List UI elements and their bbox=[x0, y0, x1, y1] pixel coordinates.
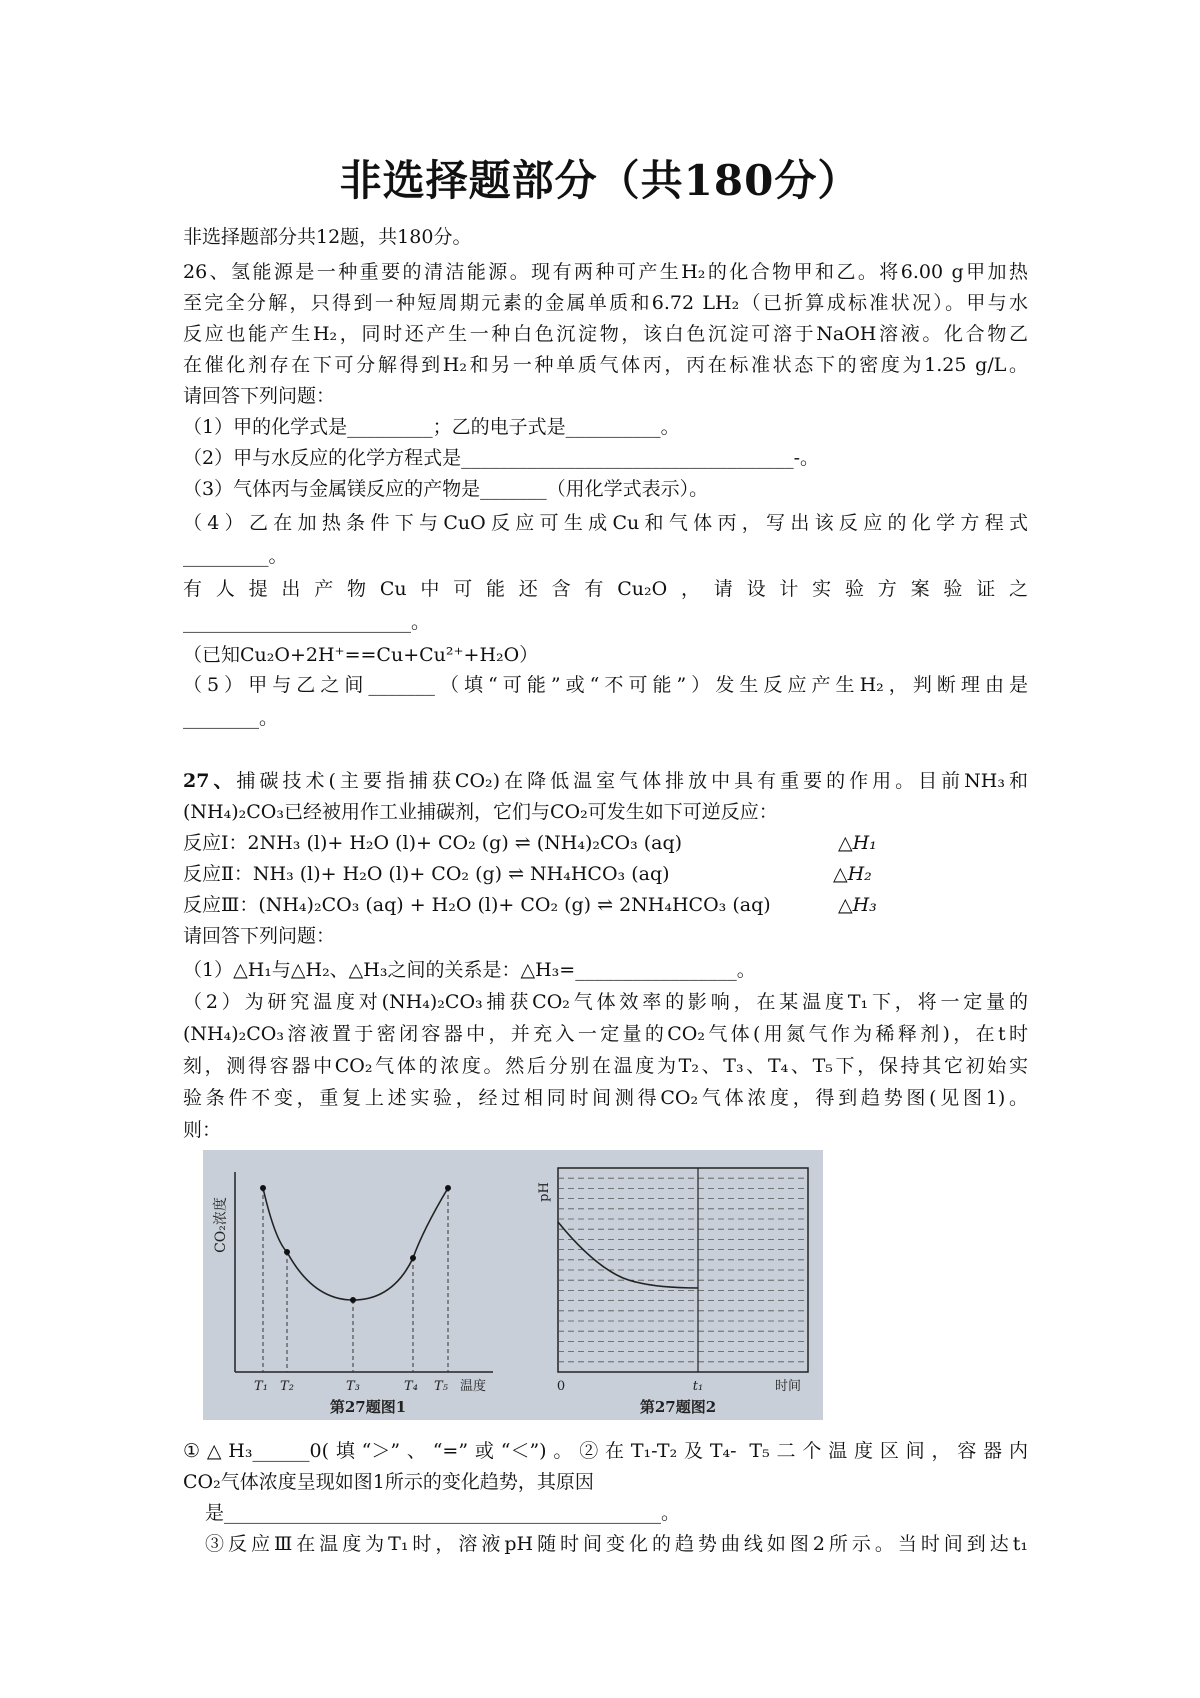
q26-line: _________。 bbox=[183, 545, 288, 567]
q26-line: ________________________。 bbox=[183, 611, 431, 633]
figures-svg bbox=[203, 1150, 823, 1420]
tick-label: 0 bbox=[556, 1379, 566, 1394]
concentration-curve bbox=[263, 1188, 448, 1300]
drop-lines bbox=[263, 1188, 448, 1372]
x-axis-label: 时间 bbox=[774, 1379, 802, 1394]
tick-label: T₂ bbox=[280, 1379, 294, 1394]
figure-2 bbox=[537, 1168, 808, 1416]
page-title: 非选择题部分（共180分） bbox=[339, 156, 861, 205]
q27-line: 是______________________________________________。 bbox=[205, 1502, 681, 1524]
reaction-equation: NH₃ (l)+ H₂O (l)+ CO₂ (g) ⇌ NH₄HCO₃ (aq) bbox=[252, 863, 670, 885]
q26-line: 反应也能产生H₂，同时还产生一种白色沉淀物，该白色沉淀可溶于NaOH溶液。化合物乙 bbox=[183, 323, 1028, 345]
q27-line: CO₂气体浓度呈现如图1所示的变化趋势，其原因 bbox=[183, 1471, 594, 1493]
reaction-enthalpy: △H₁ bbox=[838, 832, 877, 854]
q27-line bbox=[183, 766, 1028, 796]
q27-line: (NH₄)₂CO₃溶液置于密闭容器中，并充入一定量的CO₂气体(用氮气作为稀释剂)，在t时 bbox=[183, 1023, 1028, 1045]
tick-label: T₅ bbox=[434, 1379, 448, 1394]
q26-line: 请回答下列问题： bbox=[183, 385, 336, 407]
figures-panel bbox=[203, 1150, 823, 1420]
q27-line: 请回答下列问题： bbox=[183, 925, 336, 947]
reaction-label: 反应Ⅲ： bbox=[183, 894, 259, 916]
grid bbox=[558, 1178, 808, 1362]
q26-part-4: （4）乙在加热条件下与CuO反应可生成Cu和气体丙，写出该反应的化学方程式 bbox=[183, 512, 1028, 534]
tick-label: T₄ bbox=[404, 1379, 418, 1394]
q27-line: (NH₄)₂CO₃已经被用作工业捕碳剂，它们与CO₂可发生如下可逆反应： bbox=[183, 801, 778, 823]
q26-line: 有人提出产物Cu中可能还含有Cu₂O，请设计实验方案验证之 bbox=[183, 578, 1028, 600]
q27-line: 刻，测得容器中CO₂气体的浓度。然后分别在温度为T₂、T₃、T₄、T₅下，保持其它初始实 bbox=[183, 1055, 1028, 1077]
q27-subquestion: ③反应Ⅲ在温度为T₁时，溶液pH随时间变化的趋势曲线如图2所示。当时间到达t₁ bbox=[205, 1533, 1028, 1555]
reaction-1 bbox=[183, 828, 1028, 858]
data-points bbox=[260, 1185, 451, 1303]
q26-line: 在催化剂存在下可分解得到H₂和另一种单质气体丙，丙在标准状态下的密度为1.25 g/L。 bbox=[183, 354, 1028, 376]
q27-number: 27、 bbox=[183, 770, 237, 792]
reaction-3 bbox=[183, 890, 1028, 920]
figure-2-caption: 第27题图2 bbox=[639, 1398, 717, 1416]
q26-part-2: （2）甲与水反应的化学方程式是___________________________________-。 bbox=[183, 447, 820, 469]
figure-1 bbox=[212, 1172, 493, 1416]
q27-line: 则： bbox=[183, 1119, 222, 1141]
reaction-enthalpy: △H₃ bbox=[838, 894, 877, 916]
reaction-2 bbox=[183, 859, 1028, 889]
y-axis-label: pH bbox=[537, 1182, 552, 1202]
q27-text: 捕碳技术(主要指捕获CO₂)在降低温室气体排放中具有重要的作用。目前NH₃和 bbox=[236, 770, 1028, 792]
tick-label: T₃ bbox=[346, 1379, 360, 1394]
reaction-label: 反应Ⅰ： bbox=[183, 832, 248, 854]
reaction-equation: 2NH₃ (l)+ H₂O (l)+ CO₂ (g) ⇌ (NH₄)₂CO₃ (aq) bbox=[247, 832, 683, 854]
point-t1 bbox=[260, 1185, 266, 1191]
point-t4 bbox=[410, 1255, 416, 1261]
q26-part-5: （5）甲与乙之间_______（填“可能”或“不可能”）发生反应产生H₂，判断理由是 bbox=[183, 674, 1028, 696]
tick-label: T₁ bbox=[254, 1379, 268, 1394]
figure-1-caption: 第27题图1 bbox=[329, 1398, 407, 1416]
q26-line: ________。 bbox=[183, 707, 279, 729]
tick-label: t₁ bbox=[692, 1379, 704, 1394]
q26-line: 26、氢能源是一种重要的清洁能源。现有两种可产生H₂的化合物甲和乙。将6.00 g甲加热 bbox=[183, 261, 1028, 283]
point-t3 bbox=[350, 1297, 356, 1303]
q27-part-2: （2）为研究温度对(NH₄)₂CO₃捕获CO₂气体效率的影响，在某温度T₁下，将一定量的 bbox=[183, 991, 1028, 1013]
q26-part-3: （3）气体丙与金属镁反应的产物是_______（用化学式表示）。 bbox=[183, 478, 709, 500]
ph-curve bbox=[558, 1222, 698, 1288]
point-t5 bbox=[445, 1185, 451, 1191]
q27-line: 验条件不变，重复上述实验，经过相同时间测得CO₂气体浓度，得到趋势图(见图1)。 bbox=[183, 1087, 1028, 1109]
q27-part-1: （1）△H₁与△H₂、△H₃之间的关系是：△H₃=_________________。 bbox=[183, 959, 756, 981]
q26-part-1: （1）甲的化学式是_________；乙的电子式是__________。 bbox=[183, 416, 680, 438]
reaction-enthalpy: △H₂ bbox=[833, 863, 872, 885]
q27-subquestion: ①△H₃______0(填“＞”、“=”或“＜”)。②在T₁-T₂及T₄- T₅二个温度区间，容器内 bbox=[183, 1440, 1028, 1462]
reaction-equation: (NH₄)₂CO₃ (aq) + H₂O (l)+ CO₂ (g) ⇌ 2NH₄HCO₃ (aq) bbox=[258, 894, 771, 916]
y-axis-label: CO₂浓度 bbox=[213, 1197, 229, 1253]
q26-line: 至完全分解，只得到一种短周期元素的金属单质和6.72 LH₂（已折算成标准状况）。甲与水 bbox=[183, 292, 1028, 314]
x-axis-label: 温度 bbox=[459, 1379, 487, 1394]
reaction-label: 反应Ⅱ： bbox=[183, 863, 253, 885]
point-t2 bbox=[284, 1249, 290, 1255]
q26-given: （已知Cu₂O+2H⁺==Cu+Cu²⁺+H₂O） bbox=[183, 644, 539, 666]
section-intro: 非选择题部分共12题，共180分。 bbox=[183, 226, 472, 248]
